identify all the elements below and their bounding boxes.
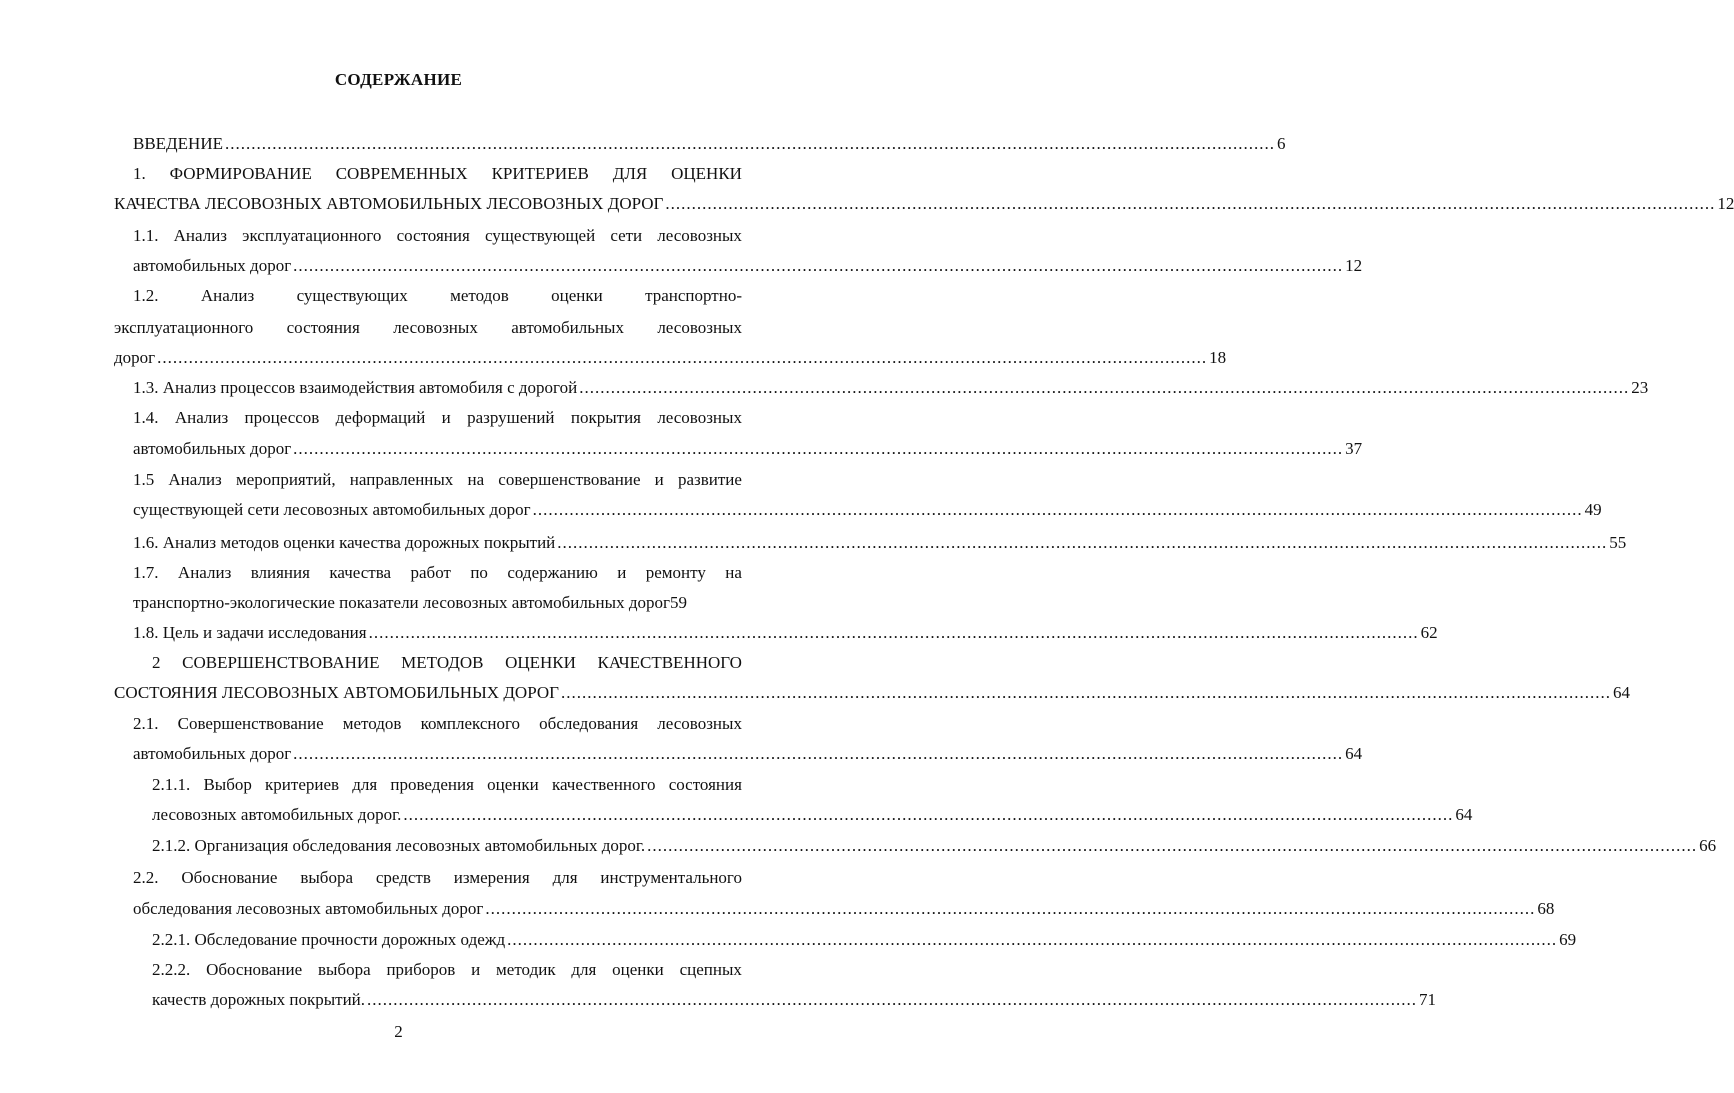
dot-leader: ........................................................................................................................................................................................................ [557,533,1608,552]
toc-entry [133,376,1649,400]
toc-page-number: 64 [1612,683,1630,702]
toc-word: измерения [453,868,530,887]
toc-word: по [470,563,488,582]
toc-word: и [617,563,627,582]
toc-word: транспортно-экологические показатели лесовозных автомобильных дорог59 [133,593,687,612]
toc-entry [133,866,742,890]
toc-page-number: 12 [1717,194,1734,213]
toc-page-number: 68 [1537,899,1555,918]
dot-leader: ........................................................................................................................................................................................................ [293,439,1344,458]
toc-entry [133,406,742,430]
toc-word: деформаций [335,408,426,427]
toc-entry [152,803,1473,827]
toc-entry-title: 1.3. Анализ процессов взаимодействия автомобиля с дорогой [133,378,578,397]
toc-entry [133,284,742,308]
toc-word: Анализ [200,286,255,305]
toc-word: КРИТЕРИЕВ [491,164,589,183]
toc-entry [152,651,742,675]
toc-page-number: 69 [1559,930,1577,949]
toc-entry-title: дорог [114,348,156,367]
toc-page-number: 23 [1631,378,1649,397]
toc-entry [133,437,1363,461]
toc-word: инструментального [600,868,742,887]
toc-word: оценки [612,960,664,979]
toc-word: состояния [668,775,742,794]
dot-leader: ........................................................................................................................................................................................................ [485,899,1536,918]
toc-word: 1.4. [133,408,159,427]
dot-leader: ........................................................................................................................................................................................................ [507,930,1558,949]
toc-word: эксплуатационного [242,226,382,245]
toc-word: 2.2.2. [152,960,191,979]
toc-entry [133,498,1602,522]
toc-page-number: 37 [1345,439,1363,458]
dot-leader: ........................................................................................................................................................................................................ [647,836,1698,855]
toc-word: ОЦЕНКИ [505,653,576,672]
toc-word: 1. [133,164,146,183]
dot-leader: ........................................................................................................................................................................................................ [403,805,1454,824]
dot-leader: ........................................................................................................................................................................................................ [293,256,1344,275]
toc-word: развитие [677,470,742,489]
toc-word: для [571,960,597,979]
toc-word: методов [450,286,509,305]
toc-entry [133,132,1286,156]
toc-word: ремонту [645,563,706,582]
toc-word: ОЦЕНКИ [671,164,742,183]
toc-word: проведения [390,775,474,794]
toc-heading: СОДЕРЖАНИЕ [334,70,463,89]
toc-entry [133,561,742,585]
toc-word: и [654,470,664,489]
toc-entry [152,834,1717,858]
toc-word: работ [410,563,451,582]
toc-word: методик [496,960,556,979]
toc-entry [133,742,1363,766]
toc-word: СОВРЕМЕННЫХ [335,164,468,183]
toc-word: существующих [296,286,408,305]
toc-word: содержанию [507,563,598,582]
toc-word: 2 [152,653,161,672]
toc-word: и [441,408,451,427]
toc-word: приборов [386,960,456,979]
toc-entry [133,621,1438,645]
toc-entry [114,346,1227,370]
toc-entry-title: ВВЕДЕНИЕ [133,134,223,153]
toc-word: комплексного [420,714,521,733]
toc-entry-title: 1.6. Анализ методов оценки качества дорожных покрытий [133,533,556,552]
toc-entry-title: обследования лесовозных автомобильных дорог [133,899,484,918]
toc-entry [152,988,1437,1012]
toc-word: автомобильных [511,318,624,337]
toc-word: лесовозных [393,318,478,337]
toc-word: процессов [244,408,320,427]
toc-entry-title: КАЧЕСТВА ЛЕСОВОЗНЫХ АВТОМОБИЛЬНЫХ ЛЕСОВОЗНЫХ ДОРОГ [114,194,664,213]
toc-word: транспортно- [645,286,742,305]
toc-entry [152,773,742,797]
dot-leader: ........................................................................................................................................................................................................ [532,500,1583,519]
dot-leader: ........................................................................................................................................................................................................ [579,378,1630,397]
toc-word: методов [342,714,402,733]
toc-entry-title: автомобильных дорог [133,744,292,763]
toc-word: сцепных [679,960,742,979]
toc-word: разрушений [467,408,555,427]
toc-entry [133,254,1363,278]
toc-word: совершенствование [498,470,641,489]
dot-leader: ........................................................................................................................................................................................................ [560,683,1611,702]
toc-word: Анализ [168,470,222,489]
toc-page-number: 55 [1609,533,1627,552]
toc-page-number: 62 [1420,623,1438,642]
toc-entry [133,224,742,248]
toc-entry [133,162,742,186]
toc-word: Анализ [173,226,228,245]
toc-word: лесовозных [657,714,742,733]
toc-word: Обоснование [181,868,278,887]
toc-word: качественного [551,775,656,794]
toc-word: качества [329,563,392,582]
toc-entry-title: автомобильных дорог [133,439,292,458]
toc-page-number: 71 [1419,990,1437,1009]
toc-word: 2.2. [133,868,159,887]
toc-word: оценки [487,775,539,794]
toc-entry [133,531,1627,555]
toc-word: 1.5 [133,470,155,489]
dot-leader: ........................................................................................................................................................................................................ [368,623,1419,642]
page-number: 2 [394,1022,403,1041]
toc-page-number: 64 [1345,744,1363,763]
toc-word: лесовозных [657,408,742,427]
toc-word: состояния [286,318,360,337]
toc-word: 2.1.1. [152,775,191,794]
toc-word: Выбор [203,775,252,794]
toc-word: существующей [484,226,596,245]
toc-word: на [467,470,485,489]
toc-entry [133,468,742,492]
toc-entry-title: СОСТОЯНИЯ ЛЕСОВОЗНЫХ АВТОМОБИЛЬНЫХ ДОРОГ [114,683,559,702]
toc-word: лесовозных [657,226,742,245]
toc-word: на [725,563,742,582]
toc-page-number: 66 [1699,836,1717,855]
toc-entry [133,897,1555,921]
toc-word: ФОРМИРОВАНИЕ [169,164,312,183]
toc-word: для [352,775,378,794]
toc-word: 1.7. [133,563,159,582]
dot-leader: ........................................................................................................................................................................................................ [293,744,1344,763]
toc-entry [133,591,750,615]
toc-word: эксплуатационного [114,318,254,337]
toc-word: 1.2. [133,286,159,305]
toc-entry-title: 2.2.1. Обследование прочности дорожных одежд [152,930,506,949]
toc-entry [133,712,742,736]
toc-word: ДЛЯ [612,164,648,183]
toc-word: и [471,960,481,979]
toc-entry-title: существующей сети лесовозных автомобильных дорог [133,500,531,519]
toc-word: МЕТОДОВ [401,653,484,672]
toc-word: направленных [349,470,454,489]
toc-word: оценки [551,286,603,305]
toc-word: выбора [317,960,371,979]
toc-entry [114,316,742,340]
toc-entry-title: 1.8. Цель и задачи исследования [133,623,367,642]
toc-word: критериев [265,775,340,794]
toc-word: средств [375,868,431,887]
dot-leader: ........................................................................................................................................................................................................ [367,990,1418,1009]
toc-word: состояния [396,226,470,245]
dot-leader: ........................................................................................................................................................................................................ [157,348,1208,367]
toc-word: КАЧЕСТВЕННОГО [597,653,742,672]
toc-word: покрытия [570,408,641,427]
toc-word: Анализ [174,408,229,427]
toc-entry [114,192,1734,216]
toc-page-number: 49 [1584,500,1602,519]
toc-word: выбора [300,868,353,887]
toc-word: обследования [539,714,639,733]
toc-word: влияния [250,563,310,582]
dot-leader: ........................................................................................................................................................................................................ [224,134,1275,153]
toc-entry-title: 2.1.2. Организация обследования лесовозных автомобильных дорог. [152,836,646,855]
toc-word: 1.1. [133,226,159,245]
toc-word: лесовозных [657,318,742,337]
toc-word: Анализ [177,563,232,582]
toc-entry [114,681,1630,705]
dot-leader: ........................................................................................................................................................................................................ [665,194,1716,213]
toc-word: СОВЕРШЕНСТВОВАНИЕ [182,653,380,672]
toc-word: Обоснование [206,960,303,979]
toc-entry-title: качеств дорожных покрытий. [152,990,366,1009]
toc-word: сети [610,226,643,245]
toc-entry [152,958,742,982]
toc-page-number: 64 [1455,805,1473,824]
toc-word: для [552,868,578,887]
toc-entry-title: автомобильных дорог [133,256,292,275]
toc-entry [152,928,1577,952]
toc-word: Совершенствование [177,714,324,733]
toc-word: мероприятий, [235,470,336,489]
toc-page-number: 12 [1345,256,1363,275]
toc-word: 2.1. [133,714,159,733]
toc-page-number: 6 [1276,134,1286,153]
toc-entry-title: лесовозных автомобильных дорог. [152,805,402,824]
toc-page-number: 18 [1209,348,1227,367]
